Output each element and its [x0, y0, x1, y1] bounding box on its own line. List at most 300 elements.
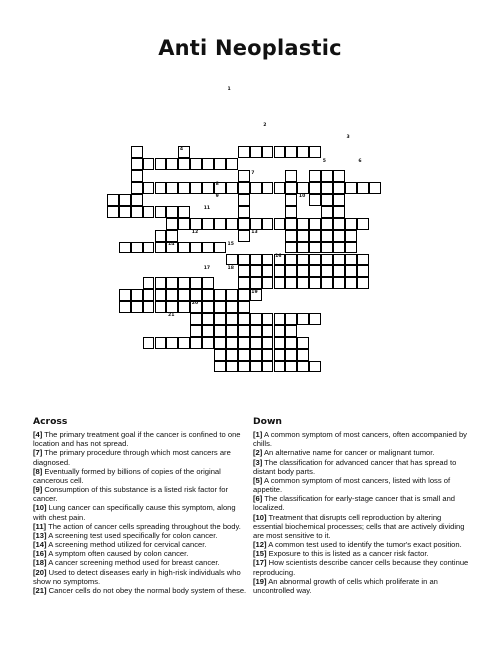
grid-cell[interactable]	[250, 277, 262, 289]
cell-number: 20	[191, 301, 199, 307]
clue-text: How scientists describe cancer cells because they continue reproducing.	[253, 558, 469, 577]
grid-cell[interactable]	[262, 349, 274, 361]
grid-cell[interactable]	[178, 158, 190, 170]
across-clue	[33, 531, 251, 540]
grid-cell[interactable]	[202, 158, 214, 170]
cell-number: 9	[215, 194, 219, 200]
grid-cell[interactable]	[226, 158, 238, 170]
clue-number: [21]	[33, 585, 47, 595]
down-clue	[253, 577, 473, 595]
clue-text: An abnormal growth of cells which proliferate in an uncontrolled way.	[253, 576, 438, 595]
grid-cell[interactable]	[285, 230, 297, 242]
grid-cell[interactable]	[238, 230, 250, 242]
grid-cell[interactable]	[107, 194, 119, 206]
grid-cell[interactable]	[238, 170, 250, 182]
grid-cell[interactable]	[226, 361, 238, 373]
grid-cell[interactable]	[202, 242, 214, 254]
across-clue	[33, 568, 251, 586]
clue-number: [13]	[33, 530, 47, 540]
grid-cell[interactable]	[309, 361, 321, 373]
cell-number: 17	[203, 265, 211, 271]
grid-cell[interactable]	[119, 289, 131, 301]
grid-cell[interactable]	[214, 242, 226, 254]
down-heading: Down	[253, 416, 282, 427]
grid-cell[interactable]	[155, 230, 167, 242]
grid-cell[interactable]	[143, 277, 155, 289]
grid-cell[interactable]	[238, 146, 250, 158]
grid-cell[interactable]	[107, 206, 119, 218]
clue-text: Cancer cells do not obey the normal body system of these.	[46, 585, 247, 595]
clue-text: An alternative name for cancer or malignant tumor.	[262, 448, 435, 458]
across-clue	[33, 503, 251, 521]
grid-cell[interactable]	[166, 230, 178, 242]
clue-number: [3]	[253, 457, 263, 467]
down-clue	[253, 448, 473, 457]
grid-cell[interactable]	[190, 325, 202, 337]
clue-number: [8]	[33, 466, 43, 476]
grid-cell[interactable]	[333, 218, 345, 230]
grid-cell[interactable]	[274, 182, 286, 194]
grid-cell[interactable]	[297, 337, 309, 349]
grid-cell[interactable]	[166, 158, 178, 170]
grid-cell[interactable]	[155, 337, 167, 349]
grid-cell[interactable]	[190, 277, 202, 289]
grid-cell[interactable]	[155, 158, 167, 170]
grid-cell[interactable]	[178, 206, 190, 218]
grid-cell[interactable]	[333, 242, 345, 254]
grid-cell[interactable]	[309, 242, 321, 254]
grid-cell[interactable]	[297, 182, 309, 194]
grid-cell[interactable]	[166, 277, 178, 289]
grid-cell[interactable]	[297, 146, 309, 158]
clue-number: [16]	[33, 549, 47, 559]
grid-cell[interactable]	[131, 170, 143, 182]
grid-cell[interactable]	[309, 265, 321, 277]
grid-cell[interactable]	[238, 313, 250, 325]
grid-cell[interactable]	[262, 265, 274, 277]
clue-text: Lung cancer can specifically cause this symptom, along with chest pain.	[33, 503, 236, 522]
grid-cell[interactable]	[262, 182, 274, 194]
clue-number: [10]	[253, 512, 267, 522]
grid-cell[interactable]	[250, 361, 262, 373]
grid-cell[interactable]	[178, 289, 190, 301]
cell-number: 6	[358, 158, 362, 164]
grid-cell[interactable]	[357, 182, 369, 194]
puzzle-title: Anti Neoplastic	[158, 36, 342, 60]
grid-cell[interactable]	[321, 182, 333, 194]
grid-cell[interactable]	[250, 313, 262, 325]
grid-cell[interactable]	[285, 277, 297, 289]
across-clue	[33, 522, 251, 531]
grid-cell[interactable]	[345, 254, 357, 266]
grid-cell[interactable]	[274, 265, 286, 277]
grid-cell[interactable]	[166, 337, 178, 349]
grid-cell[interactable]	[285, 182, 297, 194]
grid-cell[interactable]	[155, 206, 167, 218]
grid-cell[interactable]	[309, 194, 321, 206]
clue-text: A cancer screening method used for breast cancer.	[46, 558, 220, 568]
grid-cell[interactable]	[297, 265, 309, 277]
grid-cell[interactable]	[262, 313, 274, 325]
grid-cell[interactable]	[309, 277, 321, 289]
grid-cell[interactable]	[178, 218, 190, 230]
grid-cell[interactable]	[321, 242, 333, 254]
grid-cell[interactable]	[238, 206, 250, 218]
grid-cell[interactable]	[143, 242, 155, 254]
grid-cell[interactable]	[131, 289, 143, 301]
grid-cell[interactable]	[131, 146, 143, 158]
grid-cell[interactable]	[309, 230, 321, 242]
grid-cell[interactable]	[250, 265, 262, 277]
grid-cell[interactable]	[238, 277, 250, 289]
grid-cell[interactable]	[250, 325, 262, 337]
grid-cell[interactable]	[309, 218, 321, 230]
grid-cell[interactable]	[155, 182, 167, 194]
grid-cell[interactable]	[202, 313, 214, 325]
grid-cell[interactable]	[274, 313, 286, 325]
grid-cell[interactable]	[285, 242, 297, 254]
clue-text: The primary procedure through which most cancers are diagnosed.	[33, 448, 231, 467]
grid-cell[interactable]	[274, 349, 286, 361]
grid-cell[interactable]	[202, 289, 214, 301]
grid-cell[interactable]	[250, 146, 262, 158]
grid-cell[interactable]	[143, 206, 155, 218]
grid-cell[interactable]	[214, 325, 226, 337]
grid-cell[interactable]	[250, 349, 262, 361]
cell-number: 16	[275, 253, 282, 259]
grid-cell[interactable]	[285, 170, 297, 182]
grid-cell[interactable]	[226, 301, 238, 313]
grid-cell[interactable]	[345, 218, 357, 230]
cell-number: 19	[251, 289, 258, 295]
grid-cell[interactable]	[345, 265, 357, 277]
grid-cell[interactable]	[309, 254, 321, 266]
grid-cell[interactable]	[297, 254, 309, 266]
cell-number: 8	[215, 182, 219, 188]
grid-cell[interactable]	[119, 301, 131, 313]
grid-cell[interactable]	[285, 337, 297, 349]
clue-number: [6]	[253, 494, 263, 504]
grid-cell[interactable]	[297, 361, 309, 373]
grid-cell[interactable]	[202, 337, 214, 349]
grid-cell[interactable]	[190, 158, 202, 170]
grid-cell[interactable]	[309, 170, 321, 182]
grid-cell[interactable]	[226, 218, 238, 230]
across-clue	[33, 467, 251, 485]
grid-cell[interactable]	[226, 337, 238, 349]
grid-cell[interactable]	[190, 182, 202, 194]
grid-cell[interactable]	[155, 301, 167, 313]
grid-cell[interactable]	[143, 337, 155, 349]
cell-number: 21	[168, 313, 175, 319]
grid-cell[interactable]	[274, 146, 286, 158]
clue-number: [10]	[33, 503, 47, 513]
grid-cell[interactable]	[119, 242, 131, 254]
grid-cell[interactable]	[285, 206, 297, 218]
down-clue	[253, 476, 473, 494]
clue-text: A screening method utilized for cervical cancer.	[46, 540, 207, 550]
across-clue	[33, 485, 251, 503]
grid-cell[interactable]	[131, 158, 143, 170]
grid-cell[interactable]	[333, 170, 345, 182]
grid-cell[interactable]	[166, 218, 178, 230]
cell-number: 7	[251, 170, 255, 176]
across-clues	[33, 417, 251, 595]
grid-cell[interactable]	[297, 218, 309, 230]
grid-cell[interactable]	[345, 242, 357, 254]
grid-cell[interactable]	[214, 337, 226, 349]
grid-cell[interactable]	[226, 182, 238, 194]
clue-text: The classification for early-stage cancer that is small and localized.	[253, 494, 456, 513]
grid-cell[interactable]	[226, 313, 238, 325]
clue-number: [7]	[33, 448, 43, 458]
clue-text: A common symptom of most cancers, often accompanied by chills.	[253, 430, 467, 449]
down-clue	[253, 458, 473, 476]
clue-text: The primary treatment goal if the cancer is confined to one location and has not spread.	[33, 430, 241, 449]
grid-cell[interactable]	[155, 242, 167, 254]
down-clue	[253, 513, 473, 540]
clue-number: [2]	[253, 448, 263, 458]
clue-text: Consumption of this substance is a listed risk factor for cancer.	[33, 485, 228, 504]
cell-number: 3	[346, 134, 350, 140]
grid-cell[interactable]	[285, 254, 297, 266]
grid-cell[interactable]	[357, 254, 369, 266]
grid-cell[interactable]	[297, 313, 309, 325]
grid-cell[interactable]	[166, 182, 178, 194]
clue-text: The classification for advanced cancer that has spread to distant body parts.	[253, 457, 457, 476]
grid-cell[interactable]	[285, 313, 297, 325]
grid-cell[interactable]	[143, 301, 155, 313]
grid-cell[interactable]	[333, 194, 345, 206]
grid-cell[interactable]	[238, 325, 250, 337]
clue-number: [15]	[253, 549, 267, 559]
grid-cell[interactable]	[178, 301, 190, 313]
grid-cell[interactable]	[357, 265, 369, 277]
grid-cell[interactable]	[309, 313, 321, 325]
grid-cell[interactable]	[250, 218, 262, 230]
grid-cell[interactable]	[202, 325, 214, 337]
grid-cell[interactable]	[357, 218, 369, 230]
cell-number: 4	[179, 146, 184, 152]
clue-number: [14]	[33, 540, 47, 550]
cell-number: 1	[227, 87, 231, 93]
cell-number: 14	[168, 241, 175, 247]
grid-cell[interactable]	[369, 182, 381, 194]
grid-cell[interactable]	[178, 182, 190, 194]
clue-number: [1]	[253, 430, 263, 440]
grid-cell[interactable]	[297, 277, 309, 289]
grid-cell[interactable]	[214, 301, 226, 313]
grid-cell[interactable]	[274, 325, 286, 337]
grid-cell[interactable]	[333, 254, 345, 266]
grid-cell[interactable]	[190, 289, 202, 301]
grid-cell[interactable]	[214, 313, 226, 325]
grid-cell[interactable]	[238, 349, 250, 361]
grid-cell[interactable]	[321, 170, 333, 182]
cell-number: 11	[203, 206, 211, 212]
grid-cell[interactable]	[238, 361, 250, 373]
grid-cell[interactable]	[309, 182, 321, 194]
clue-number: [18]	[33, 558, 47, 568]
grid-cell[interactable]	[238, 254, 250, 266]
grid-cell[interactable]	[309, 146, 321, 158]
clue-number: [11]	[33, 521, 47, 531]
clue-text: A screening test used specifically for colon cancer.	[46, 530, 218, 540]
grid-cell[interactable]	[321, 230, 333, 242]
grid-cell[interactable]	[285, 265, 297, 277]
grid-cell[interactable]	[262, 337, 274, 349]
grid-cell[interactable]	[250, 337, 262, 349]
grid-cell[interactable]	[321, 194, 333, 206]
across-clue	[33, 430, 251, 448]
grid-cell[interactable]	[285, 349, 297, 361]
grid-cell[interactable]	[285, 218, 297, 230]
clue-number: [4]	[33, 430, 43, 440]
grid-cell[interactable]	[214, 158, 226, 170]
cell-number: 15	[227, 241, 234, 247]
grid-cell[interactable]	[333, 230, 345, 242]
grid-cell[interactable]	[166, 206, 178, 218]
grid-cell[interactable]	[226, 254, 238, 266]
grid-cell[interactable]	[250, 254, 262, 266]
grid-cell[interactable]	[297, 242, 309, 254]
grid-cell[interactable]	[345, 277, 357, 289]
down-clue	[253, 494, 473, 512]
grid-cell[interactable]	[274, 361, 286, 373]
grid-cell[interactable]	[155, 289, 167, 301]
grid-cell[interactable]	[345, 182, 357, 194]
grid-cell[interactable]	[143, 158, 155, 170]
cell-number: 2	[263, 122, 267, 128]
across-clue	[33, 586, 251, 595]
grid-cell[interactable]	[119, 206, 131, 218]
grid-cell[interactable]	[166, 301, 178, 313]
clue-text: The action of cancer cells spreading throughout the body.	[46, 521, 241, 531]
grid-cell[interactable]	[262, 218, 274, 230]
grid-cell[interactable]	[262, 361, 274, 373]
grid-cell[interactable]	[214, 218, 226, 230]
grid-cell[interactable]	[226, 325, 238, 337]
grid-cell[interactable]	[262, 146, 274, 158]
grid-cell[interactable]	[226, 349, 238, 361]
clue-number: [20]	[33, 567, 47, 577]
clue-text: A common test used to identify the tumor's exact position.	[266, 540, 462, 550]
grid-cell[interactable]	[202, 218, 214, 230]
grid-cell[interactable]	[119, 194, 131, 206]
down-clue	[253, 549, 473, 558]
grid-cell[interactable]	[321, 206, 333, 218]
grid-cell[interactable]	[214, 289, 226, 301]
grid-cell[interactable]	[285, 146, 297, 158]
grid-cell[interactable]	[202, 301, 214, 313]
grid-cell[interactable]	[250, 182, 262, 194]
grid-cell[interactable]	[285, 325, 297, 337]
grid-cell[interactable]	[143, 289, 155, 301]
grid-cell[interactable]	[333, 206, 345, 218]
grid-cell[interactable]	[297, 230, 309, 242]
grid-cell[interactable]	[238, 265, 250, 277]
cell-number: 13	[251, 230, 258, 235]
clue-number: [19]	[253, 576, 267, 586]
across-clue	[33, 448, 251, 466]
grid-cell[interactable]	[238, 301, 250, 313]
across-clue	[33, 558, 251, 567]
grid-cell[interactable]	[178, 277, 190, 289]
down-clue	[253, 430, 473, 448]
clue-text: Exposure to this is listed as a cancer risk factor.	[266, 549, 429, 559]
clue-text: Eventually formed by billions of copies of the original cancerous cell.	[33, 466, 221, 485]
grid-cell[interactable]	[131, 182, 143, 194]
cell-number: 10	[298, 194, 306, 200]
grid-cell[interactable]	[345, 230, 357, 242]
cell-number: 12	[191, 230, 199, 235]
grid-cell[interactable]	[321, 218, 333, 230]
grid-cell[interactable]	[131, 301, 143, 313]
across-clue	[33, 549, 251, 558]
grid-cell[interactable]	[190, 242, 202, 254]
grid-cell[interactable]	[214, 349, 226, 361]
grid-cell[interactable]	[321, 277, 333, 289]
grid-cell[interactable]	[131, 242, 143, 254]
across-heading: Across	[33, 416, 68, 427]
grid-cell[interactable]	[190, 337, 202, 349]
clue-text: A symptom often caused by colon cancer.	[46, 549, 189, 559]
grid-cell[interactable]	[274, 337, 286, 349]
grid-cell[interactable]	[333, 182, 345, 194]
grid-cell[interactable]	[274, 277, 286, 289]
down-clue	[253, 540, 473, 549]
clue-number: [9]	[33, 485, 43, 495]
across-clue	[33, 540, 251, 549]
grid-cell[interactable]	[155, 277, 167, 289]
grid-cell[interactable]	[202, 277, 214, 289]
grid-cell[interactable]	[333, 265, 345, 277]
grid-cell[interactable]	[238, 194, 250, 206]
down-clues	[253, 417, 473, 595]
grid-cell[interactable]	[262, 277, 274, 289]
grid-cell[interactable]	[131, 194, 143, 206]
grid-cell[interactable]	[285, 194, 297, 206]
grid-cell[interactable]	[226, 289, 238, 301]
grid-cell[interactable]	[297, 349, 309, 361]
grid-cell[interactable]	[262, 325, 274, 337]
grid-cell[interactable]	[321, 254, 333, 266]
grid-cell[interactable]	[202, 182, 214, 194]
grid-cell[interactable]	[238, 182, 250, 194]
clue-text: A common symptom of most cancers, listed with loss of appetite.	[253, 475, 451, 495]
grid-cell[interactable]	[214, 361, 226, 373]
grid-cell[interactable]	[333, 277, 345, 289]
grid-cell[interactable]	[262, 254, 274, 266]
grid-cell[interactable]	[357, 277, 369, 289]
grid-cell[interactable]	[238, 337, 250, 349]
down-clue	[253, 558, 473, 576]
grid-cell[interactable]	[321, 265, 333, 277]
grid-cell[interactable]	[166, 289, 178, 301]
grid-cell[interactable]	[238, 289, 250, 301]
grid-cell[interactable]	[178, 337, 190, 349]
grid-cell[interactable]	[190, 313, 202, 325]
grid-cell[interactable]	[178, 242, 190, 254]
grid-cell[interactable]	[190, 218, 202, 230]
cell-number: 18	[227, 265, 234, 271]
clue-number: [17]	[253, 558, 267, 568]
grid-cell[interactable]	[285, 361, 297, 373]
grid-cell[interactable]	[143, 182, 155, 194]
grid-cell[interactable]	[131, 206, 143, 218]
grid-cell[interactable]	[274, 218, 286, 230]
grid-cell[interactable]	[238, 218, 250, 230]
